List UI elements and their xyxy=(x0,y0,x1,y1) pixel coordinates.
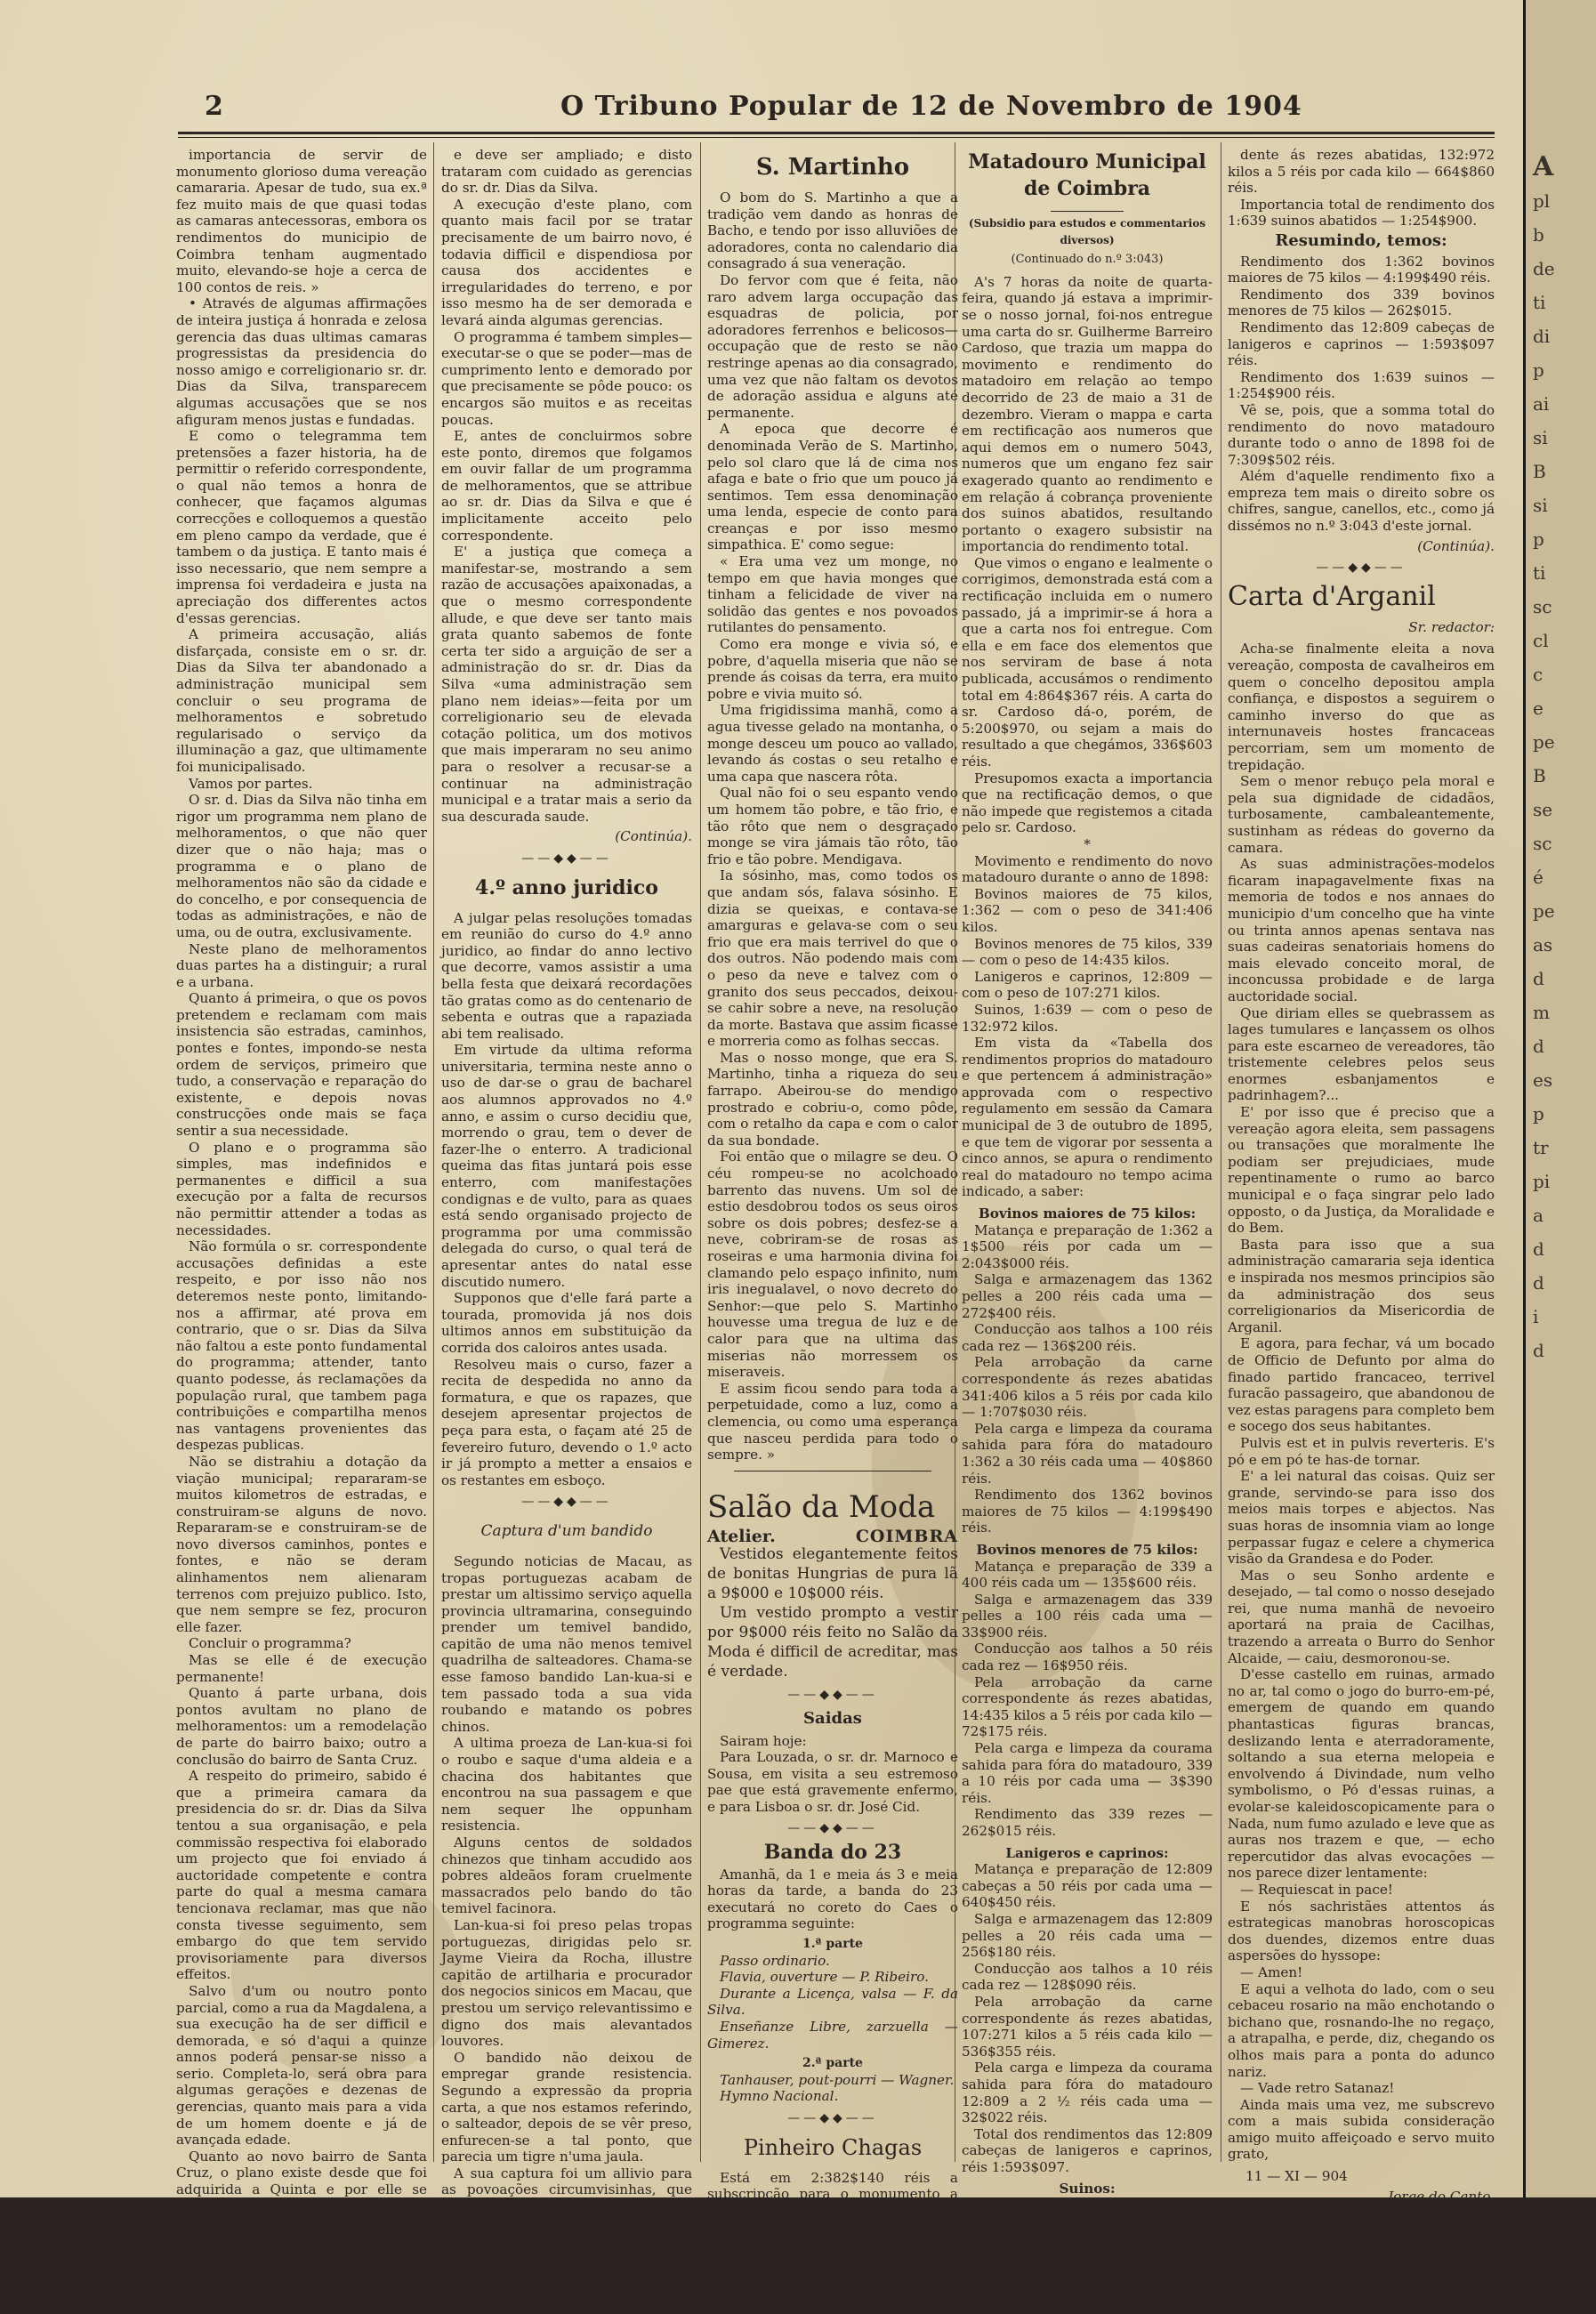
list-bovinos-maiores xyxy=(962,1222,1213,1536)
paragraph: Rendimento dos 1:639 suinos — 1:254$900 réis. xyxy=(1228,368,1495,402)
banda-parte-1-list xyxy=(707,1953,958,2052)
adjacent-text-fragment: d xyxy=(1533,1272,1544,1294)
paragraph: Quanto ao novo bairro de Santa Cruz, o plano existe desde que foi adquirida a Quinta e por elle se fizeram as obras principaes. Pode este plano ser modificado num ou noutro ponto, e pode ser completado relacionando-o com outras partes da cidade e terrenos adjacentes para onde pode xyxy=(176,2148,427,2297)
paragraph: Salga e armazenagem das 12:809 pelles a 20 réis cada uma — 256$180 réis. xyxy=(962,1910,1213,1961)
continua-label: (Continúa). xyxy=(1417,537,1495,554)
paragraph: Como era monge e vivia só, e pobre, d'aquella miseria que não se prende ás coisas da terra, era muito pobre e vivia muito só. xyxy=(707,636,958,702)
adjacent-text-fragment: d xyxy=(1533,1238,1544,1260)
adjacent-text-fragment: i xyxy=(1533,1306,1539,1327)
banda-parte-2: 2.ª parte xyxy=(802,2056,863,2071)
paragraph: Conducção aos talhos a 100 réis cada rez — 136$200 réis. xyxy=(962,1321,1213,1354)
column-divider xyxy=(433,142,434,2162)
paragraph: dente ás rezes abatidas, 132:972 kilos a 5 réis por cada kilo — 664$860 réis. xyxy=(1228,147,1495,197)
paragraph: Vamos por partes. xyxy=(189,775,313,792)
adjacent-text-fragment: c xyxy=(1533,664,1544,685)
paragraph: Basta para isso que a sua administração camararia seja identica e inspirada nos mesmos principios são da administração dos seus correligionarios da Misericordia de Arganil. xyxy=(1228,1236,1495,1335)
paragraph: Salga e armazenagem das 1362 pelles a 200 réis cada uma — 272$400 réis. xyxy=(962,1271,1213,1321)
article-title-s-martinho: S. Martinho xyxy=(755,154,910,181)
paragraph: D'esse castello em ruinas, armado no ar, tal como o jogo do burro-em-pé, emergem de quando em quando phantasticas figuras brancas, deslizando lenta e aterradoramente, soltando a sua eterna melopeia e envolvendo á Divindade, num velho symbolismo, o Pó d'essas ruinas, a evolar-se kaleidoscopicamente para o Nada, num fumo azulado e leve que as auras nos trazem e que, — echo repercutidor das alvas evocações — nos parece dizer lentamente: xyxy=(1228,1666,1495,1882)
column-1 xyxy=(176,147,427,2297)
paragraph: E agora, para fechar, vá um bocado de Officio de Defunto por alma do finado partido francaceo, terrivel furacão passageiro, que abandonou de vez estas paragens para completo bem e socego dos seus habitantes. xyxy=(1228,1335,1495,1435)
adjacent-text-fragment: sc xyxy=(1533,596,1552,617)
adjacent-text-fragment: si xyxy=(1533,495,1548,516)
adjacent-text-fragment: a xyxy=(1533,1205,1544,1226)
paragraph: Além d'aquelle rendimento fixo a empreza tem mais o direito sobre os chifres, sangue, canellos, etc., como já dissémos no n.º 3:043 d'este jornal. xyxy=(1228,468,1495,535)
paragraph: Lan-kua-si foi preso pelas tropas portuguezas, dirigidas pelo sr. Jayme Vieira da Rocha, illustre capitão de artilharia e procurador dos negocios sinicos em Macau, que prestou um serviço relevantissimo e digno dos mais alevantados louvores. xyxy=(441,1916,692,2050)
matadouro-cont xyxy=(1228,147,1495,230)
paragraph: A execução d'este plano, com quanto mais facil por se tratar precisamente de um bairro novo, é todavia difficil e dispendiosa por causa dos accidentes e irregularidades do terreno, e por isso mesmo ha de ser demorada e levará ainda algumas gerencias. xyxy=(441,196,692,328)
header-rule xyxy=(178,132,1495,134)
list-bovinos-menores xyxy=(962,1559,1213,1840)
paragraph: Que diriam elles se quebrassem as lages tumulares e lançassem os olhos para este escarneo de vereadores, tão tristemente celebres pelos seus enormes esbanjamentos e padrinhagem?... xyxy=(1228,1004,1495,1104)
paragraph: O plano e o programma são simples, mas indefinidos e permanentes e difficil a sua execução por a falta de recursos não permittir attender a todas as necessidades. xyxy=(176,1139,427,1238)
adjacent-text-fragment: si xyxy=(1533,427,1548,448)
paragraph: Pela arrobação da carne correspon- xyxy=(962,2280,1213,2313)
adjacent-text-fragment: sc xyxy=(1533,833,1552,854)
paragraph: E nós sachristães attentos ás estrategicas manobras horoscopicas dos duendes, dizemos entre duas aspersões do hyssope: xyxy=(1228,1898,1495,1964)
heading-suinos: Suinos: xyxy=(1059,2181,1116,2197)
paragraph: Bovinos maiores de 75 kilos, 1:362 — com o peso de 341:406 kilos. xyxy=(962,885,1213,935)
paragraph: Do fervor com que é feita, não raro advem larga occupação das esquadras de policia, por adoradores ferrenhos e belicosos—occupação que de resto se não restringe apenas ao dia consagrado, uma vez que não faltam os devotos de adoração assidua e alguns até permanente. xyxy=(707,271,958,421)
paragraph: Conducção aos talhos a 50 réis cada rez — 16$950 réis. xyxy=(962,1641,1213,1674)
mov-list xyxy=(962,886,1213,1035)
adjacent-text-fragment: p xyxy=(1533,528,1544,550)
heading-bovinos-menores: Bovinos menores de 75 kilos: xyxy=(976,1541,1198,1558)
adjacent-text-fragment: pe xyxy=(1533,731,1555,753)
adjacent-text-fragment: ti xyxy=(1533,562,1546,584)
paragraph: importancia de servir de monumento glorioso duma vereação camararia. Apesar de tudo, sua ex.ª fez muito mais de que quasi todas as camaras antecessoras, embora os rendimentos do municipio de Coimbra tenham augmentado muito, elevando-se hoje a cerca de 100 contos de reis. » xyxy=(176,147,427,295)
paragraph: Uma frigidissima manhã, como a agua tivesse gelado na montanha, o monge desceu um pouco ao vallado, levando ás costas o seu retalho e uma capa que nascera rôta. xyxy=(707,702,958,785)
article-title-carta-arganil: Carta d'Arganil xyxy=(1228,580,1436,612)
paragraph: As suas administrações-modelos ficaram inapagavelmente fixas na memoria de todos e nos annaes do municipio d'um concelho que ha vinte ou trinta annos apenas sentava nas suas cadeiras senatoriais homens do mais elevado conceito moral, de inconcussa probidade e de larga auctoridade social. xyxy=(1228,856,1495,1004)
ad-salao-title: Salão da Moda xyxy=(707,1488,936,1525)
ad-salao-header xyxy=(707,1479,958,1528)
paragraph: O bandido não deixou de empregar grande resistencia. Segundo a expressão da propria carta, a que nos estamos referindo, o salteador, depois de se vêr preso, enfurecen-se a tal ponto, que parecia um tigre n'uma jaula. xyxy=(441,2049,692,2165)
paragraph: Foi então que o milagre se deu. O céu rompeu-se no acolchoado barrento das nuvens. Um sol de estio desdobrou todos os seus oiros sobre os dois pobres; desfez-se a neve, cobriram-se de rosas as roseiras e uma harmonia divina foi clamando pelo espaço infinito, num iris inegualavel, o novo decreto do Senhor:—que pelo S. Martinho houvesse uma tregua de luz e de calor para que na ultima das miserias não morressem os miseraveis. xyxy=(707,1149,958,1381)
paragraph: O bom do S. Martinho a que a tradição vem dando as honras de Bacho, e tendo por isso alluviões de adoradores, conta no calendario dia consagrado á sua veneração. xyxy=(707,189,958,272)
paragraph: Conducção aos talhos a 10 réis cada rez — 128$090 réis. xyxy=(962,1960,1213,1994)
paragraph: Rendimento das 12:809 cabeças de lanigeros e caprinos — 1:593$097 réis. xyxy=(1228,318,1495,369)
paragraph: — Vade retro Satanaz! xyxy=(1240,2080,1395,2097)
page-number: 2 xyxy=(205,91,223,122)
article-subtitle: (Subsidio para estudos e commentarios diversos) xyxy=(968,217,1206,246)
adjacent-text-fragment: p xyxy=(1533,1103,1544,1125)
article-title-anno-juridico: 4.º anno juridico xyxy=(475,875,658,899)
paragraph: Matança e preparação de 12:809 cabeças a 50 réis por cada uma — 640$450 réis. xyxy=(962,1861,1213,1911)
ad-salao-sub xyxy=(707,1528,958,1545)
header-rule xyxy=(178,137,1495,138)
ornament-divider: ——◆◆—— xyxy=(787,2110,878,2125)
paragraph: Qual não foi o seu espanto vendo um homem tão pobre, e tão frio, e tão rôto que nem o desgraçado monge se vira jámais tão rôto, tão frio e tão pobre. Mendigava. xyxy=(707,785,958,867)
adjacent-text-fragment: pe xyxy=(1533,900,1555,922)
adjacent-text-fragment: b xyxy=(1533,224,1544,246)
paragraph: O vice rei de Cantão está enthusiasmado e cheio de contentamento pela captura de tão temivel quadrilha. xyxy=(441,2247,692,2314)
adjacent-text-fragment: d xyxy=(1533,1340,1544,1361)
adjacent-text-fragment: d xyxy=(1533,1036,1544,1057)
paragraph: Rendimento dos 1:362 bovinos maiores de 75 kilos — 4:199$490 réis. xyxy=(1228,253,1495,286)
paragraph: Pulvis est et in pulvis reverteris. E's pó e em pó te has-de tornar. xyxy=(1228,1434,1495,1468)
paragraph: Alguns centos de soldados chinezos que tinham accudido aos pobres aldeãos foram cruelmente massacrados pelo bando do tão temivel facinora. xyxy=(441,1834,692,1917)
section-title-saidas: Saidas xyxy=(803,1708,862,1728)
adjacent-text-fragment: m xyxy=(1533,1002,1550,1023)
paragraph: E aqui a velhota do lado, com o seu cebaceu rosario na mão enchotando o bichano que, rosnando-lhe no regaço, a atrapalha, e perde, diz, chegando os olhos mais para a ponta do adunco nariz. xyxy=(1228,1980,1495,2080)
paragraph: A primeira accusação, aliás disfarçada, consiste em o sr. dr. Dias da Silva ter abandonado a administração municipal sem concluir o seu programa de melhoramentos e sobretudo regularisado o serviço da illuminação a gaz, que ultimamente foi municipalisado. xyxy=(176,626,427,775)
adjacent-text-fragment: A xyxy=(1533,151,1554,182)
paragraph: Matança e preparação de 1:639 a 300 réis por cada um — 491$700 réis. xyxy=(962,2197,1213,2247)
letter-signature: Jorge do Canto. xyxy=(1388,2188,1495,2205)
paragraph: Rendimento dos 1362 bovinos maiores de 75 kilos — 4:199$490 réis. xyxy=(962,1487,1213,1536)
article-title-bandido: Captura d'um bandido xyxy=(480,1521,653,1540)
adjacent-text-fragment: cl xyxy=(1533,630,1549,651)
program-item: Tanhauser, pout-pourri — Wagner. xyxy=(720,2071,955,2088)
pinheiro-text: Está em 2:382$140 réis a subscripção para o monumento a Pinheiro Chagas. xyxy=(707,2169,958,2219)
paragraph: O programma é tambem simples—executar-se o que se poder—mas de cumprimento lento e demorado por que precisamente se pôde pouco: os encargos são muitos e as receitas poucas. xyxy=(441,328,692,428)
paragraph: Concluir o programma? xyxy=(189,1635,351,1652)
paragraph: • Através de algumas affirmações de inteira justiça á honrada e zelosa gerencia das duas ultimas camaras progressistas da presidencia do nosso amigo e correligionario sr. dr. Dias da Silva, transparecem algumas accusações que se nos afiguram menos justas e fundadas. xyxy=(176,295,427,428)
ornament-divider: ——◆◆—— xyxy=(521,1495,612,1510)
column-5 xyxy=(1228,147,1495,2205)
adjacent-text-fragment: ai xyxy=(1533,393,1550,415)
section-title-banda: Banda do 23 xyxy=(763,1841,902,1865)
article-matadouro xyxy=(962,274,1213,836)
paragraph: A sua captura foi um allivio para as povoações circumvisinhas, que andavam verdadeiramente sobresaltadas com os haveres e a vida constantemente em risco. xyxy=(441,2165,692,2248)
paragraph: Quanto á parte urbana, dois pontos avultam no plano de melhoramentos: um a remodelação de parte do bairro baixo; outro a conclusão do bairro de Santa Cruz. xyxy=(176,1685,427,1768)
paragraph: Rendimento das 339 rezes — 262$015 réis. xyxy=(962,1806,1213,1839)
banda-parte-2-list xyxy=(707,2072,958,2105)
paragraph: Ia sósinho, mas, como todos os que andam sós, falava sósinho. E dizia se queixas, e contava-se amarguras e gelava-se com o seu frio que era mais terrivel do que o dos outros. Não podendo mais com o peso da neve e talvez com o granito dos seus peccados, deixou-se cahir sobre a neve, na resolução da morte. Bastava que assim ficasse e morreria como as folhas seccas. xyxy=(707,867,958,1050)
rule xyxy=(1051,211,1124,212)
article-s-martinho xyxy=(707,189,958,1463)
paragraph: Suinos, 1:639 — com o peso de 132:972 kilos. xyxy=(962,1001,1213,1035)
paragraph: E como o telegramma tem pretensões a fazer historia, ha de permittir o referido correspondente, o qual não temos a honra de conhecer, que façamos algumas correcções e colloquemos a questão em pleno campo da verdade, que é tambem o da justiça. E tanto mais é isso necessario, que nem sempre a imprensa foi verdadeira e justa na apreciação dos differentes actos d'essas gerencias. xyxy=(176,428,427,626)
redactor-salutation: Sr. redactor: xyxy=(1408,618,1495,635)
banda-text: Amanhã, da 1 e meia ás 3 e meia horas da tarde, a banda do 23 executará no coreto do Caes o programma seguinte: xyxy=(707,1866,958,1932)
adjacent-text-fragment: pl xyxy=(1533,190,1551,212)
paragraph: Supponos que d'elle fará parte a tourada, promovida já nos dois ultimos annos em substituição da corrida dos caloiros antes usada. xyxy=(441,1290,692,1356)
paragraph: Bovinos menores de 75 kilos, 339 — com o peso de 14:435 kilos. xyxy=(962,935,1213,969)
paragraph: e deve ser ampliado; e disto trataram com cuidado as gerencias do sr. dr. Dias da Silva. xyxy=(441,147,692,197)
adjacent-text-fragment: B xyxy=(1533,765,1546,786)
article-carta-arganil xyxy=(1228,641,1495,2163)
paragraph: Salga e armazenagem das 339 pelles a 100 réis cada uma — 33$900 réis. xyxy=(962,1591,1213,1641)
ornament-divider: ——◆◆—— xyxy=(1316,560,1407,576)
paragraph: E' por isso que é preciso que a vereação agora eleita, sem passagens ou transações que moralmente lhe podiam ser prejudiciaes, mude repentinamente o rumo ao barco municipal e o faça singrar pelo lado opposto, o da Justiça, da Moralidade e do Bem. xyxy=(1228,1104,1495,1237)
paragraph: Lanigeros e caprinos, 12:809 — com o peso de 107:271 kilos. xyxy=(962,968,1213,1002)
paragraph: A ultima proeza de Lan-kua-si foi o roubo e saque d'uma aldeia e a chacina dos habitantes que encontrou na sua passagem e que nem sequer lhe oppunham resistencia. xyxy=(441,1735,692,1834)
paragraph: Conducção aos talhos a 60 réis cada rez — 98$340 réis. xyxy=(962,2246,1213,2280)
paragraph: A julgar pelas resoluções tomadas em reunião do curso do 4.º anno juridico, ao findar do anno lectivo que decorre, vamos assistir a uma bella festa que deixará recordações tão gratas como as do centenario de sebenta e outras que a rapaziada abi tem realisado. xyxy=(441,909,692,1042)
adjacent-text-fragment: de xyxy=(1533,258,1555,279)
section-saidas xyxy=(707,1733,958,1816)
adjacent-text-fragment: é xyxy=(1533,867,1544,888)
paragraph: Resolveu mais o curso, fazer a recita de despedida no anno da formatura, e que os rapazes, que desejem apresentar projectos de peça para esta, o façam até 25 de fevereiro futuro, devendo o 1.º acto ir já prompto a metter a ensaios e os restantes em esboço. xyxy=(441,1356,692,1488)
article-anno-juridico xyxy=(441,910,692,1489)
paragraph: Matança e preparação de 1:362 a 1$500 réis por cada um — 2:043$000 réis. xyxy=(962,1222,1213,1271)
ornament-divider: ——◆◆—— xyxy=(787,1688,878,1703)
adjacent-text-fragment: as xyxy=(1533,934,1553,955)
paragraph: Vê se, pois, que a somma total do rendimento do novo matadouro durante todo o anno de 1898 foi de 7:309$502 réis. xyxy=(1228,401,1495,468)
heading-lanigeros: Lanigeros e caprinos: xyxy=(1005,1844,1169,1861)
paragraph: E assim ficou sendo para toda a perpetuidade, como a luz, como a clemencia, ou como uma esperança que nasceu perdida para todo o sempre. » xyxy=(707,1380,958,1463)
paragraph: Que vimos o engano e lealmente o corrigimos, demonstrada está com a rectificação incluida em o numero passado, já a imprimir-se á hora a que a carta nos foi entregue. Com ella e em face dos elementos que nos serviram de base á nota publicada, accusámos o rendimento total em 4:864$367 réis. A carta do sr. Cardoso dá-o, porém, de 5:200$970, ou sejam a mais do resultado a que chegámos, 336$603 réis. xyxy=(962,554,1213,770)
heading-bovinos-maiores: Bovinos maiores de 75 kilos: xyxy=(978,1205,1197,1222)
mov-text: Movimento e rendimento do novo matadouro durante o anno de 1898: xyxy=(962,852,1213,886)
paragraph: Total dos rendimentos das 12:809 cabeças de lanigeros e caprinos, réis 1:593$097. xyxy=(962,2125,1213,2175)
paragraph: Pela carga e limpeza da courama sahida para fóra do matadouro 12:809 a 2 ½ réis cada uma — 32$022 réis. xyxy=(962,2060,1213,2126)
paragraph: « Era uma vez um monge, no tempo em que havia monges que tinham a felicidade de viver na solidão das gentes e nos povoados rutilantes do pensamento. xyxy=(707,553,958,636)
adjacent-page-edge xyxy=(1523,0,1596,2197)
adjacent-text-fragment: tr xyxy=(1533,1137,1549,1158)
resumo-list xyxy=(1228,254,1495,535)
article-urbanismo-cont xyxy=(441,147,692,825)
continued-label: (Continuado do n.º 3:043) xyxy=(1011,253,1164,267)
paragraph: Vestidos elegantemente feitos de bonitas Hungrias de pura lã a 9$000 e 10$000 réis. xyxy=(707,1545,958,1603)
paragraph: Não se distrahiu a dotação da viação municipal; repararam-se muitos kilometros de estradas, e construiram-se alguns de novo. Repararam-se e construiram-se de novo diversos caminhos, pontes e fontes, e não se deram alinhamentos nem alienaram terrenos com prejuizo publico. Isto, que nem sempre se fez, procuron elle fazer. xyxy=(176,1453,427,1635)
paragraph: Mas se elle é de execução permanente! xyxy=(176,1652,427,1685)
paragraph: O sr. d. Dias da Silva não tinha em rigor um programma nem plano de melhoramentos, o que não quer dizer que o não haja; mas o programma e o plano de melhoramentos não são da cidade e do concelho, e por consequencia de todas as administrações, e não de uma, ou de outra, exclusivamente. xyxy=(176,792,427,940)
adjacent-text-fragment: pi xyxy=(1533,1171,1551,1192)
paragraph: Sem o menor rebuço pela moral e pela sua dignidade de cidadãos, turbosamente, cambaleantemente, sustinham as rédeas do governo da camara. xyxy=(1228,773,1495,856)
paragraph: Sairam hoje: xyxy=(720,1732,807,1749)
continua-label: (Continúa). xyxy=(615,828,692,845)
list-lanigeros xyxy=(962,1861,1213,2175)
article-bandido xyxy=(441,1553,692,2314)
paragraph: A epoca que decorre é denominada Verão de S. Martinho, pelo sol claro que lá de cima nos afaga e bate o frio que um pouco já sentimos. Tem essa denominação uma lenda, especie de conto para creanças e por isso mesmo simpathica. E' como segue: xyxy=(707,421,958,553)
adjacent-text-fragment: di xyxy=(1533,326,1551,347)
program-item: Passo ordinario. xyxy=(720,1952,830,1969)
paragraph: Ainda mais uma vez, me subscrevo com a mais subida consideração amigo muito affeiçoado e servo muito grato, xyxy=(1228,2096,1495,2163)
paragraph: Importancia total de rendimento dos 1:639 suinos abatidos — 1:254$900. xyxy=(1228,196,1495,230)
ad-city: COIMBRA xyxy=(855,1526,958,1546)
adjacent-text-fragment: se xyxy=(1533,799,1553,820)
paragraph: E' a lei natural das coisas. Quiz ser grande, servindo-se para isso dos meios mais torpes e abjectos. Nas suas horas de insomnia viam ao longe perpassar fugaz e celere a chymerica visão da Grandesa e do Poder. xyxy=(1228,1468,1495,1568)
adjacent-text-fragment: ti xyxy=(1533,292,1546,313)
paragraph: Pela carga e limpeza da courama sahida para fóra do matadouro 1:362 a 30 réis cada uma — 40$860 réis. xyxy=(962,1420,1213,1487)
paragraph: Em virtude da ultima reforma universitaria, termina neste anno o uso de dar-se o grau de bacharel aos alumnos approvados no 4.º anno, e assim o curso decidiu que, morrendo o grau, tem o dever de fazer-lhe o enterro. A tradicional queima das fitas juntará pois esse enterro, com manifestações condignas e de vulto, para as quaes está sendo organisado projecto de programma por uma commissão delegada do curso, o qual terá de apresentar antes do natal esse discutido numero. xyxy=(441,1042,692,1290)
newspaper-title: O Tribuno Popular de 12 de Novembro de 1904 xyxy=(560,91,1302,122)
paragraph: E' a justiça que começa a manifestar-se, mostrando a sem razão de accusações apaixonadas, a que o mesmo correspondente allude, e que deve ser tanto mais grata quanto sabemos de fonte certa ter sido a arguição de ser a administração do sr. dr. Dias da Silva «uma administração sem plano nem ideias»—feita por um correligionario seu de elevada cotação politica, um dos motivos que mais imperaram no seu animo para o resolver a recusar-se a continuar na administração municipal e a tratar mais a serio da sua descurada saude. xyxy=(441,544,692,825)
program-item: Flavia, ouverture — P. Ribeiro. xyxy=(720,1969,929,1986)
section-title-pinheiro: Pinheiro Chagas xyxy=(743,2134,923,2160)
paragraph: Rendimento dos 339 bovinos menores de 75 kilos — 262$015. xyxy=(1228,286,1495,319)
paragraph: Pela arrobação da carne correspondente ás rezes abatidas, 14:435 kilos a 5 réis por cada kilo — 72$175 réis. xyxy=(962,1673,1213,1740)
program-item: Hymno Nacional. xyxy=(720,2088,839,2105)
adjacent-text-fragment: es xyxy=(1533,1069,1553,1091)
tabella-text: Em vista da «Tabella dos rendimentos proprios do matadouro e que pertencem á administração» approvada com o respectivo regulamento em sessão da Camara municipal de 3 de outubro de 1895, e que tem de vigorar por sessenta a cinco annos, se apura o rendimento real do matadouro no tempo acima indicado, a saber: xyxy=(962,1035,1213,1200)
paragraph: A's 7 horas da noite de quarta-feira, quando já estava a imprimir-se o nosso jornal, foi-nos entregue uma carta do sr. Guilherme Barreiro Cardoso, que trazia um mappa do movimento e rendimento do matadoiro em relação ao tempo decorrido de 23 de maio a 31 de dezembro. Vieram o mappa e carta em rectificação aos numeros que aqui demos em o numero 5043, numeros que um engano fez sair exagerado quanto ao rendimento e em relação á cobrança proveniente dos suinos abatidos, resultando portanto o exagero subsistir na importancia do rendimento total. xyxy=(962,273,1213,555)
ad-salao-body xyxy=(707,1544,958,1681)
paragraph: E, antes de concluirmos sobre este ponto, diremos que folgamos em ouvir fallar de um programma de melhoramentos, que se attribue ao sr. dr. Dias da Silva e que é implicitamente acceito pelo correspondente. xyxy=(441,428,692,544)
list-suinos xyxy=(962,2197,1213,2313)
program-item: Enseñanze Libre, zarzuella — Gimerez. xyxy=(707,2019,958,2052)
letter-date: 11 — XI — 904 xyxy=(1245,2168,1348,2185)
page-header xyxy=(178,87,1495,137)
paragraph: Quanto á primeira, o que os povos pretendem e reclamam com mais insistencia são estradas, caminhos, pontes e fontes, impondo-se nesta ordem de serviços, primeiro que tudo, a conservação e reparação do existente, e depois novas construcções onde mais se faça sentir a sua necessidade. xyxy=(176,990,427,1140)
adjacent-text-fragment: B xyxy=(1533,461,1546,482)
column-3 xyxy=(707,147,958,2219)
paragraph: Não formúla o sr. correspondente accusações definidas a este respeito, e por isso não nos deteremos neste ponto, limitando-nos a affirmar, até prova em contrario, que o sr. Dias da Silva não faltou a este ponto fundamental do programma; attender, tanto quanto podesse, ás reclamações da população rural, que tambem paga contribuições e compartilha menos nas vantagens provenientes das despezas publicas. xyxy=(176,1238,427,1454)
paragraph: Para Louzada, o sr. dr. Marnoco e Sousa, em visita a seu estremoso pae que está gravemente enfermo, e para Lisboa o sr. dr. José Cid. xyxy=(707,1749,958,1815)
paragraph: Matança e preparação de 339 a 400 réis cada um — 135$600 réis. xyxy=(962,1558,1213,1592)
program-item: Durante a Licença, valsa — F. da Silva. xyxy=(707,1985,958,2019)
column-divider xyxy=(700,142,701,2162)
paragraph: — Requiescat in pace! xyxy=(1240,1881,1393,1898)
paragraph: Pela arrobação da carne correspondente ás rezes abatidas, 107:271 kilos a 5 réis cada kilo — 536$355 réis. xyxy=(962,1993,1213,2060)
asterisk-divider: * xyxy=(1084,835,1091,852)
paragraph: Presupomos exacta a importancia que na rectificação demos, o que não impede que registemos a citada pelo sr. Cardoso. xyxy=(962,770,1213,836)
paragraph: Mas o nosso monge, que era S. Martinho, tinha a riqueza do seu farrapo. Abeirou-se do mendigo prostrado e cobriu-o, como pôde, com o retalho da capa e com o calor da sua bondade. xyxy=(707,1049,958,1149)
paragraph: A respeito do primeiro, sabido é que a primeira camara da presidencia do sr. dr. Dias da Silva tentou a sua organisação, e pela commissão respectiva foi elaborado um projecto que foi enviado á auctoridade competente e contra parte do qual a mesma camara tencionava reclamar, mas que não consta tivesse seguimento, sem embargo do que tem servido provisoriamente para diversos effeitos. xyxy=(176,1768,427,1983)
banda-parte-1: 1.ª parte xyxy=(802,1937,863,1952)
paragraph: Neste plano de melhoramentos duas partes ha a distinguir; a rural e a urbana. xyxy=(176,940,427,990)
heading-resumindo: Resumindo, temos: xyxy=(1275,230,1447,250)
paragraph: Salvo d'um ou noutro ponto parcial, como a rua da Magdalena, a sua execução ha de ser difficil e demorada, e só d'aqui a quinze annos poderá pensar-se nisso a serio. Completa-lo, será obra para algumas gerações e dezenas de gerencias, quanto mais para a vida de um homem doente e já de avançada edade. xyxy=(176,1982,427,2149)
ornament-divider: ——◆◆—— xyxy=(787,1821,878,1836)
ornament-divider: ——◆◆—— xyxy=(521,851,612,866)
paragraph: Um vestido prompto a vestir por 9$000 réis feito no Salão da Moda é difficil de acreditar, mas é verdade. xyxy=(707,1604,958,1681)
paragraph: Pela arrobação da carne correspondente ás rezes abatidas 341:406 kilos a 5 réis por cada kilo — 1:707$030 réis. xyxy=(962,1354,1213,1421)
paragraph: Pela carga e limpeza da courama sahida para fóra do matadouro, 339 a 10 réis por cada uma — 3$390 réis. xyxy=(962,1740,1213,1806)
paragraph: Mas o seu Sonho ardente e desejado, — tal como o nosso desejado rei, que numa manhã de nevoeiro aportará na praia de Cacilhas, trazendo a arreata o Burro do Senhor Alcaide, — caiu, desmoronou-se. xyxy=(1228,1567,1495,1666)
paragraph: Segundo noticias de Macau, as tropas portuguezas acabam de prestar um altissimo serviço aquella provincia ultramarina, conseguindo prender um temivel bandido, capitão de uma não menos temivel quadrilha de salteadores. Chama-se esse famoso bandido Lan-kua-si e tem passado toda a sua vida roubando e matando os pobres chinos. xyxy=(441,1552,692,1735)
column-4 xyxy=(962,147,1213,2313)
column-2 xyxy=(441,147,692,2314)
paragraph: Acha-se finalmente eleita a nova vereação, composta de cavalheiros em quem o concelho depositou ampla confiança, e dispostos a seguirem o caminho inverso do que as internunaveis hostes francaceas percorriam, sem um momento de trepidação. xyxy=(1228,641,1495,773)
paragraph: — Amen! xyxy=(1240,1963,1303,1980)
article-title-matadouro: Matadouro Municipal de Coimbra xyxy=(968,150,1206,200)
adjacent-text-fragment: e xyxy=(1533,697,1544,719)
adjacent-text-fragment: p xyxy=(1533,359,1544,381)
ad-atelier: Atelier. xyxy=(707,1526,776,1546)
adjacent-text-fragment: d xyxy=(1533,968,1544,989)
